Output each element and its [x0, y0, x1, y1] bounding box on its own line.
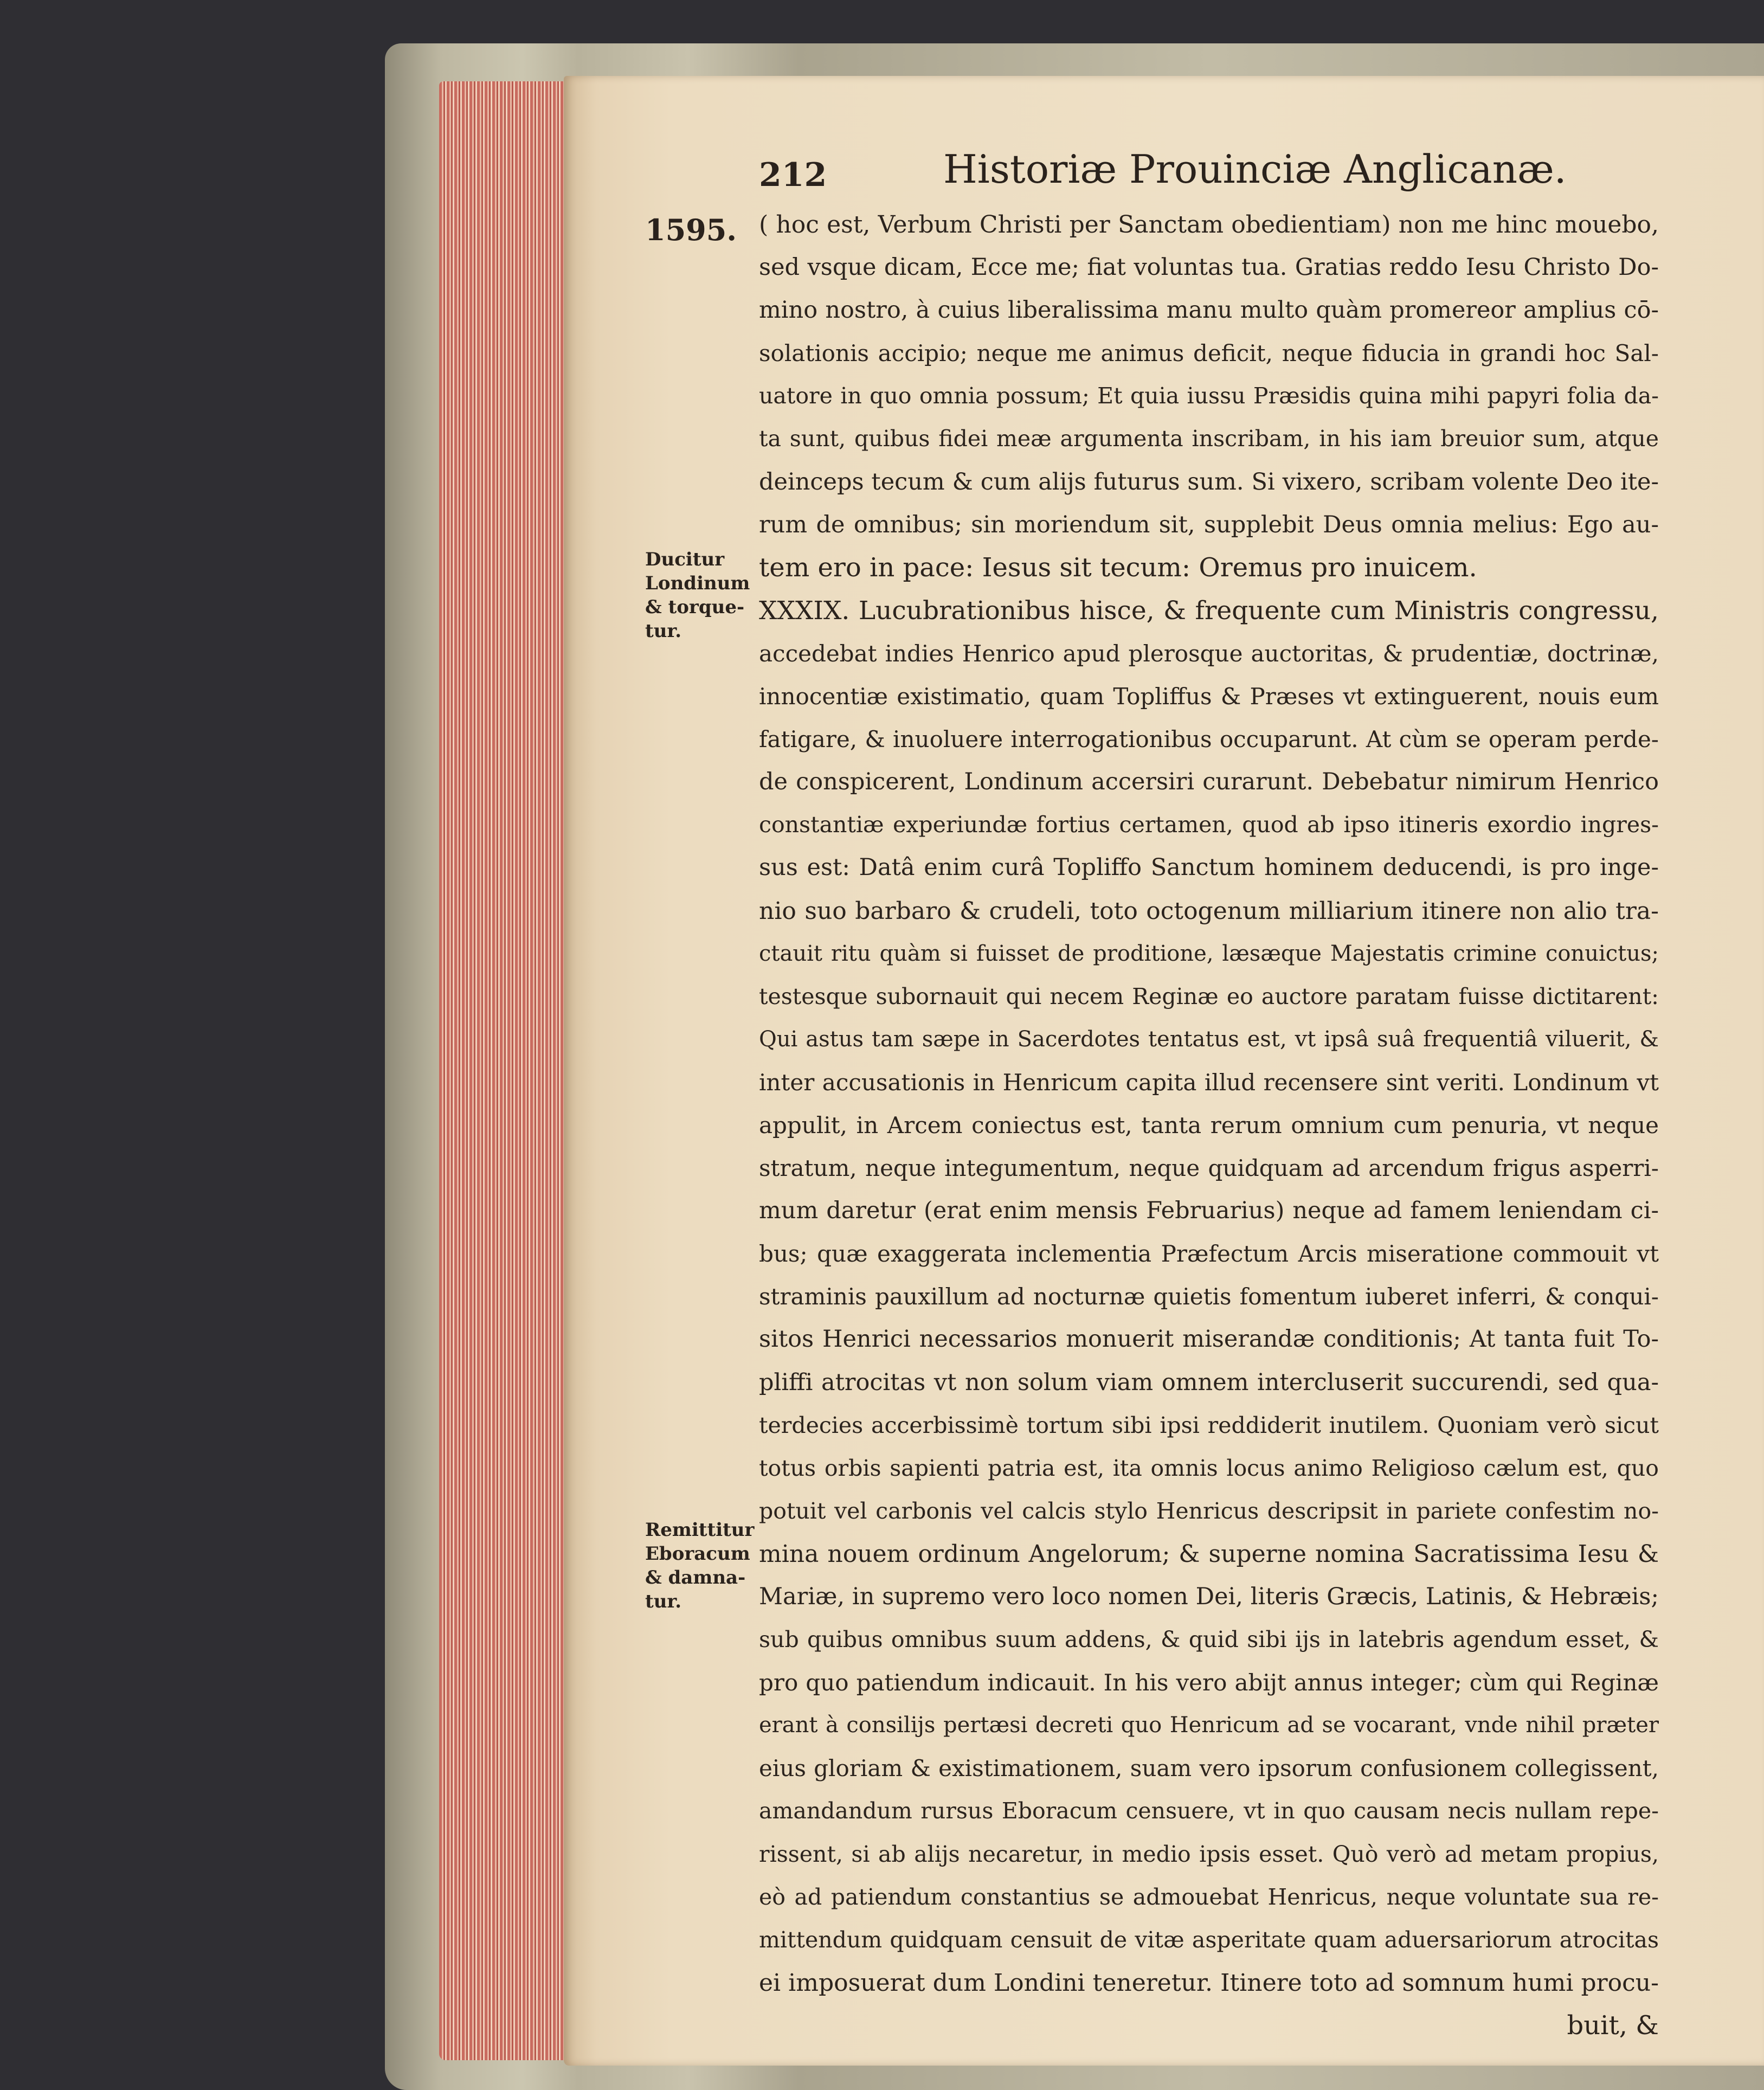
text-line: ta sunt, quibus fidei meæ argumenta inscribam, in his iam breuior sum, atque — [759, 426, 1659, 452]
text-line: eius gloriam & existimationem, suam vero ipsorum confusionem collegissent, — [759, 1755, 1659, 1782]
text-line: Qui astus tam sæpe in Sacerdotes tentatus est, vt ipsâ suâ frequentiâ viluerit, & — [759, 1026, 1659, 1052]
text-line: mina nouem ordinum Angelorum; & superne nomina Sacratissima Iesu & — [759, 1540, 1659, 1568]
text-line: constantiæ experiundæ fortius certamen, quod ab ipso itineris exordio ingres- — [759, 812, 1659, 838]
marginal-note-line: Londinum — [645, 573, 750, 594]
text-line: straminis pauxillum ad nocturnæ quietis fomentum iuberet inferri, & conqui- — [759, 1283, 1659, 1310]
text-line: nio suo barbaro & crudeli, toto octogenum milliarium itinere non alio tra- — [759, 897, 1659, 925]
text-line: accedebat indies Henrico apud plerosque auctoritas, & prudentiæ, doctrinæ, — [759, 640, 1659, 667]
marginal-note-line: Eboracum — [645, 1543, 750, 1565]
text-line: stratum, neque integumentum, neque quidquam ad arcendum frigus asperri- — [759, 1155, 1659, 1182]
text-line: terdecies accerbissimè tortum sibi ipsi reddiderit inutilem. Quoniam verò sicut — [759, 1412, 1659, 1438]
text-line: pro quo patiendum indicauit. In his vero abijt annus integer; cùm qui Reginæ — [759, 1669, 1659, 1696]
text-line: sitos Henrici necessarios monuerit miserandæ conditionis; At tanta fuit To- — [759, 1326, 1659, 1353]
marginal-note — [645, 548, 750, 643]
text-line: testesque subornauit qui necem Reginæ eo auctore paratam fuisse dictitarent: — [759, 983, 1659, 1009]
text-line: Mariæ, in supremo vero loco nomen Dei, literis Græcis, Latinis, & Hebræis; — [759, 1583, 1659, 1610]
text-line: XXXIX. Lucubrationibus hisce, & frequente cum Ministris congressu, — [759, 595, 1659, 626]
text-line: mum daretur (erat enim mensis Februarius) neque ad famem leniendam ci- — [759, 1197, 1659, 1225]
marginal-note-line: & damna- — [645, 1567, 746, 1589]
text-line: totus orbis sapienti patria est, ita omnis locus animo Religioso cælum est, quo — [759, 1455, 1659, 1481]
marginal-note — [645, 1518, 754, 1613]
text-line: sus est: Datâ enim curâ Topliffo Sanctum hominem deducendi, is pro inge- — [759, 854, 1659, 882]
marginal-note-line: tur. — [645, 1591, 682, 1612]
text-line: rissent, si ab alijs necaretur, in medio ipsis esset. Quò verò ad metam propius, — [759, 1841, 1659, 1867]
text-line: mino nostro, à cuius liberalissima manu multo quàm promereor amplius cō- — [759, 297, 1659, 324]
marginal-note-line: Ducitur — [645, 549, 725, 570]
text-line: eò ad patiendum constantius se admouebat Henricus, neque voluntate sua re- — [759, 1883, 1659, 1910]
page-edges — [439, 81, 575, 2060]
text-line: amandandum rursus Eboracum censuere, vt in quo causam necis nullam repe- — [759, 1798, 1659, 1824]
marginal-note-line: Remittitur — [645, 1519, 755, 1541]
text-line: innocentiæ existimatio, quam Topliffus & Præses vt extinguerent, nouis eum — [759, 683, 1659, 710]
text-line: potuit vel carbonis vel calcis stylo Henricus descripsit in pariete confestim no- — [759, 1497, 1659, 1524]
text-line: ( hoc est, Verbum Christi per Sanctam obedientiam) non me hinc mouebo, — [759, 211, 1659, 239]
text-line: deinceps tecum & cum alijs futurus sum. Si vixero, scribam volente Deo ite- — [759, 468, 1659, 496]
text-line: appulit, in Arcem coniectus est, tanta rerum omnium cum penuria, vt neque — [759, 1111, 1659, 1139]
text-line: tem ero in pace: Iesus sit tecum: Oremus pro inuicem. — [759, 552, 1477, 583]
marginal-note-line: tur. — [645, 620, 682, 642]
page-number: 212 — [759, 156, 827, 194]
text-line: sed vsque dicam, Ecce me; fiat voluntas tua. Gratias reddo Iesu Christo Do- — [759, 254, 1659, 281]
text-line: solationis accipio; neque me animus deficit, neque fiducia in grandi hoc Sal- — [759, 340, 1659, 367]
marginal-note-line: & torque- — [645, 596, 745, 618]
text-line: uatore in quo omnia possum; Et quia iussu Præsidis quina mihi papyri folia da- — [759, 383, 1659, 409]
text-line: bus; quæ exaggerata inclementia Præfectum Arcis miseratione commouit vt — [759, 1240, 1659, 1268]
text-line: sub quibus omnibus suum addens, & quid sibi ijs in latebris agendum esset, & — [759, 1626, 1659, 1653]
text-line: fatigare, & inuoluere interrogationibus occuparunt. At cùm se operam perde- — [759, 726, 1659, 753]
text-line: ctauit ritu quàm si fuisset de proditione, læsæque Majestatis crimine conuictus; — [759, 941, 1659, 966]
text-line: inter accusationis in Henricum capita illud recensere sint veriti. Londinum vt — [759, 1069, 1659, 1096]
body-text — [759, 203, 1659, 2047]
text-line: de conspicerent, Londinum accersiri curarunt. Debebatur nimirum Henrico — [759, 768, 1659, 796]
text-line: erant à consilijs pertæsi decreti quo Henricum ad se vocarant, vnde nihil præter — [759, 1713, 1659, 1738]
text-line: mittendum quidquam censuit de vitæ asperitate quam aduersariorum atrocitas — [759, 1926, 1659, 1953]
text-line: rum de omnibus; sin moriendum sit, supplebit Deus omnia melius: Ego au- — [759, 511, 1659, 538]
text-line: ei imposuerat dum Londini teneretur. Itinere toto ad somnum humi procu- — [759, 1969, 1659, 1997]
running-title: Historiæ Prouinciæ Anglicanæ. — [943, 146, 1567, 192]
marginal-year: 1595. — [645, 213, 737, 247]
catchword-line: buit, & — [1567, 2010, 1659, 2041]
text-line: pliffi atrocitas vt non solum viam omnem intercluserit succurendi, sed qua- — [759, 1368, 1659, 1396]
